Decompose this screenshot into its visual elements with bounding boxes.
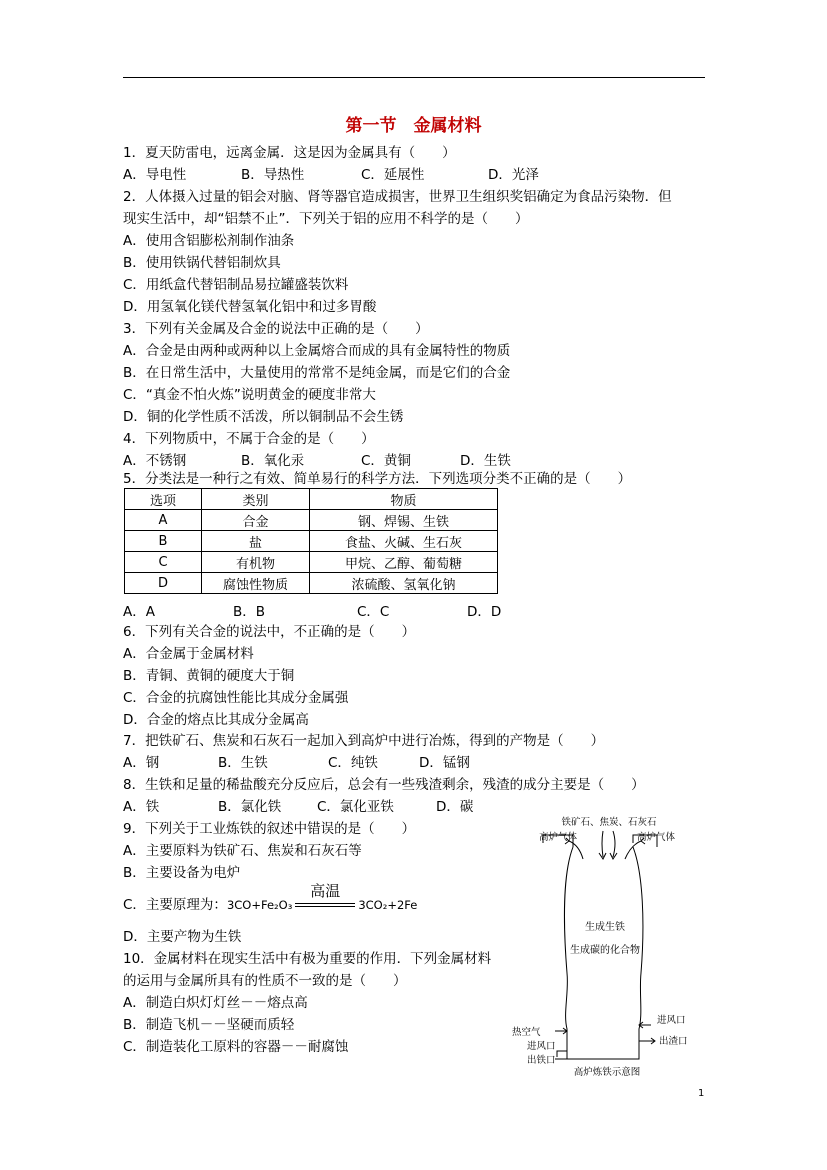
option-a: A．钢	[123, 755, 160, 771]
question-6-option-b: B．青铜、黄铜的硬度大于铜	[123, 668, 295, 684]
question-5-stem: 5．分类法是一种行之有效、简单易行的科学方法．下列选项分类不正确的是（ ）	[123, 471, 632, 487]
option-b: B．生铁	[218, 755, 268, 771]
table-cell: 腐蚀性物质	[202, 573, 310, 594]
furnace-gas-left-label: 高炉气体	[539, 832, 578, 843]
option-d: D．D	[467, 604, 502, 620]
furnace-inner-label-1: 生成生铁	[585, 922, 625, 933]
blast-furnace-diagram	[505, 813, 705, 1081]
option-c: C．纯铁	[328, 755, 378, 771]
question-9-option-c	[123, 882, 418, 915]
question-8-stem: 8．生铁和足量的稀盐酸充分反应后，总会有一些残渣剩余，残渣的成分主要是（ ）	[123, 777, 645, 793]
option-b: B．B	[233, 604, 266, 620]
question-4-stem: 4．下列物质中，不属于合金的是（ ）	[123, 431, 375, 447]
diagram-caption: 高炉炼铁示意图	[573, 1067, 641, 1078]
question-10-option-c: C．制造装化工原料的容器－－耐腐蚀	[123, 1039, 349, 1055]
table-cell: 有机物	[202, 552, 310, 573]
reaction-arrow	[292, 882, 358, 915]
table-cell: 盐	[202, 531, 310, 552]
question-2-stem-cont: 现实生活中，却“铝禁不止”．下列关于铝的应用不科学的是（ ）	[123, 211, 529, 227]
table-row	[125, 573, 498, 594]
option-d: D．锰钢	[419, 755, 470, 771]
question-2-option-a: A．使用含铝膨松剂制作油条	[123, 233, 295, 249]
question-2-stem: 2．人体摄入过量的铝会对脑、肾等器官造成损害，世界卫生组织奖铝确定为食品污染物．但	[123, 189, 672, 205]
option-c: C．黄铜	[361, 453, 411, 469]
option-a: A．导电性	[123, 167, 187, 183]
question-6-option-a: A．合金属于金属材料	[123, 646, 254, 662]
classification-table	[124, 488, 498, 594]
table-header-row	[125, 489, 498, 510]
option-b: B．氯化铁	[218, 799, 282, 815]
table-cell: 浓硫酸、氢氧化钠	[310, 573, 498, 594]
question-10-option-a: A．制造白炽灯灯丝－－熔点高	[123, 995, 308, 1011]
question-10-stem: 10．金属材料在现实生活中有极为重要的作用．下列金属材料	[123, 951, 492, 967]
question-2-option-b: B．使用铁锅代替铝制炊具	[123, 255, 281, 271]
formula-reactants: 3CO+Fe₂O₃	[226, 898, 293, 912]
table-cell: B	[125, 531, 202, 552]
option-b: B．导热性	[241, 167, 305, 183]
question-3-option-d: D．铜的化学性质不活泼，所以铜制品不会生锈	[123, 409, 404, 425]
question-6-option-d: D．合金的熔点比其成分金属高	[123, 712, 309, 728]
question-2-option-d: D．用氢氧化镁代替氢氧化铝中和过多胃酸	[123, 299, 377, 315]
question-9-option-a: A．主要原料为铁矿石、焦炭和石灰石等	[123, 843, 362, 859]
table-cell: 食盐、火碱、生石灰	[310, 531, 498, 552]
question-4-options	[123, 451, 723, 471]
question-2-option-c: C．用纸盒代替铝制品易拉罐盛装饮料	[123, 277, 349, 293]
header-rule	[123, 77, 705, 78]
option-c: C．氯化亚铁	[317, 799, 394, 815]
question-5-options	[123, 602, 723, 622]
furnace-inner-label-2: 生成碳的化合物	[570, 945, 640, 956]
option-d: D．光泽	[488, 167, 539, 183]
option-d: D．碳	[436, 799, 474, 815]
option-a: A．不锈钢	[123, 453, 187, 469]
question-6-stem: 6．下列有关合金的说法中，不正确的是（ ）	[123, 624, 416, 640]
table-cell: A	[125, 510, 202, 531]
question-7-options	[123, 753, 723, 773]
question-1-stem: 1．夏天防雷电，远离金属．这是因为金属具有（ ）	[123, 145, 456, 161]
option-c: C．延展性	[361, 167, 425, 183]
furnace-gas-right-label: 高炉气体	[637, 832, 676, 843]
question-3-stem: 3．下列有关金属及合金的说法中正确的是（ ）	[123, 321, 429, 337]
option-b: B．氧化汞	[241, 453, 305, 469]
table-cell: C	[125, 552, 202, 573]
option-a: A．铁	[123, 799, 160, 815]
table-header-cell: 物质	[310, 489, 498, 510]
question-6-option-c: C．合金的抗腐蚀性能比其成分金属强	[123, 690, 349, 706]
option-c: C．C	[357, 604, 390, 620]
table-cell: 合金	[202, 510, 310, 531]
question-10-option-b: B．制造飞机－－坚硬而质轻	[123, 1017, 295, 1033]
question-1-options	[123, 165, 723, 185]
hot-air-label: 热空气	[512, 1027, 541, 1038]
table-row	[125, 510, 498, 531]
table-row	[125, 552, 498, 573]
option-a: A．A	[123, 604, 155, 620]
iron-outlet-label: 出铁口	[527, 1055, 556, 1066]
question-3-option-c: C．“真金不怕火炼”说明黄金的硬度非常大	[123, 387, 376, 403]
air-inlet-right-label: 进风口	[657, 1015, 686, 1026]
formula-products: 3CO₂+2Fe	[358, 898, 418, 912]
table-cell: 钢、焊锡、生铁	[310, 510, 498, 531]
question-3-option-a: A．合金是由两种或两种以上金属熔合而成的具有金属特性的物质	[123, 343, 511, 359]
option-d: D．生铁	[460, 453, 511, 469]
reaction-condition: 高温	[310, 882, 341, 900]
page-title: 第一节 金属材料	[345, 116, 482, 136]
question-10-stem-cont: 的运用与金属所具有的性质不一致的是（ ）	[123, 973, 407, 989]
furnace-top-materials-label: 铁矿石、焦炭、石灰石	[561, 817, 657, 828]
table-cell: D	[125, 573, 202, 594]
air-inlet-left-label: 进风口	[527, 1041, 556, 1052]
page-number: 1	[698, 1088, 705, 1099]
table-row	[125, 531, 498, 552]
question-3-option-b: B．在日常生活中，大量使用的常常不是纯金属，而是它们的合金	[123, 365, 511, 381]
option-c-prefix: C．主要原理为：	[123, 897, 227, 913]
slag-outlet-label: 出渣口	[659, 1036, 688, 1047]
question-7-stem: 7．把铁矿石、焦炭和石灰石一起加入到高炉中进行冶炼，得到的产物是（ ）	[123, 733, 605, 749]
table-header-cell: 类别	[202, 489, 310, 510]
table-header-cell: 选项	[125, 489, 202, 510]
table-cell: 甲烷、乙醇、葡萄糖	[310, 552, 498, 573]
question-9-stem: 9．下列关于工业炼铁的叙述中错误的是（ ）	[123, 821, 416, 837]
question-9-option-d: D．主要产物为生铁	[123, 929, 242, 945]
question-9-option-b: B．主要设备为电炉	[123, 865, 241, 881]
